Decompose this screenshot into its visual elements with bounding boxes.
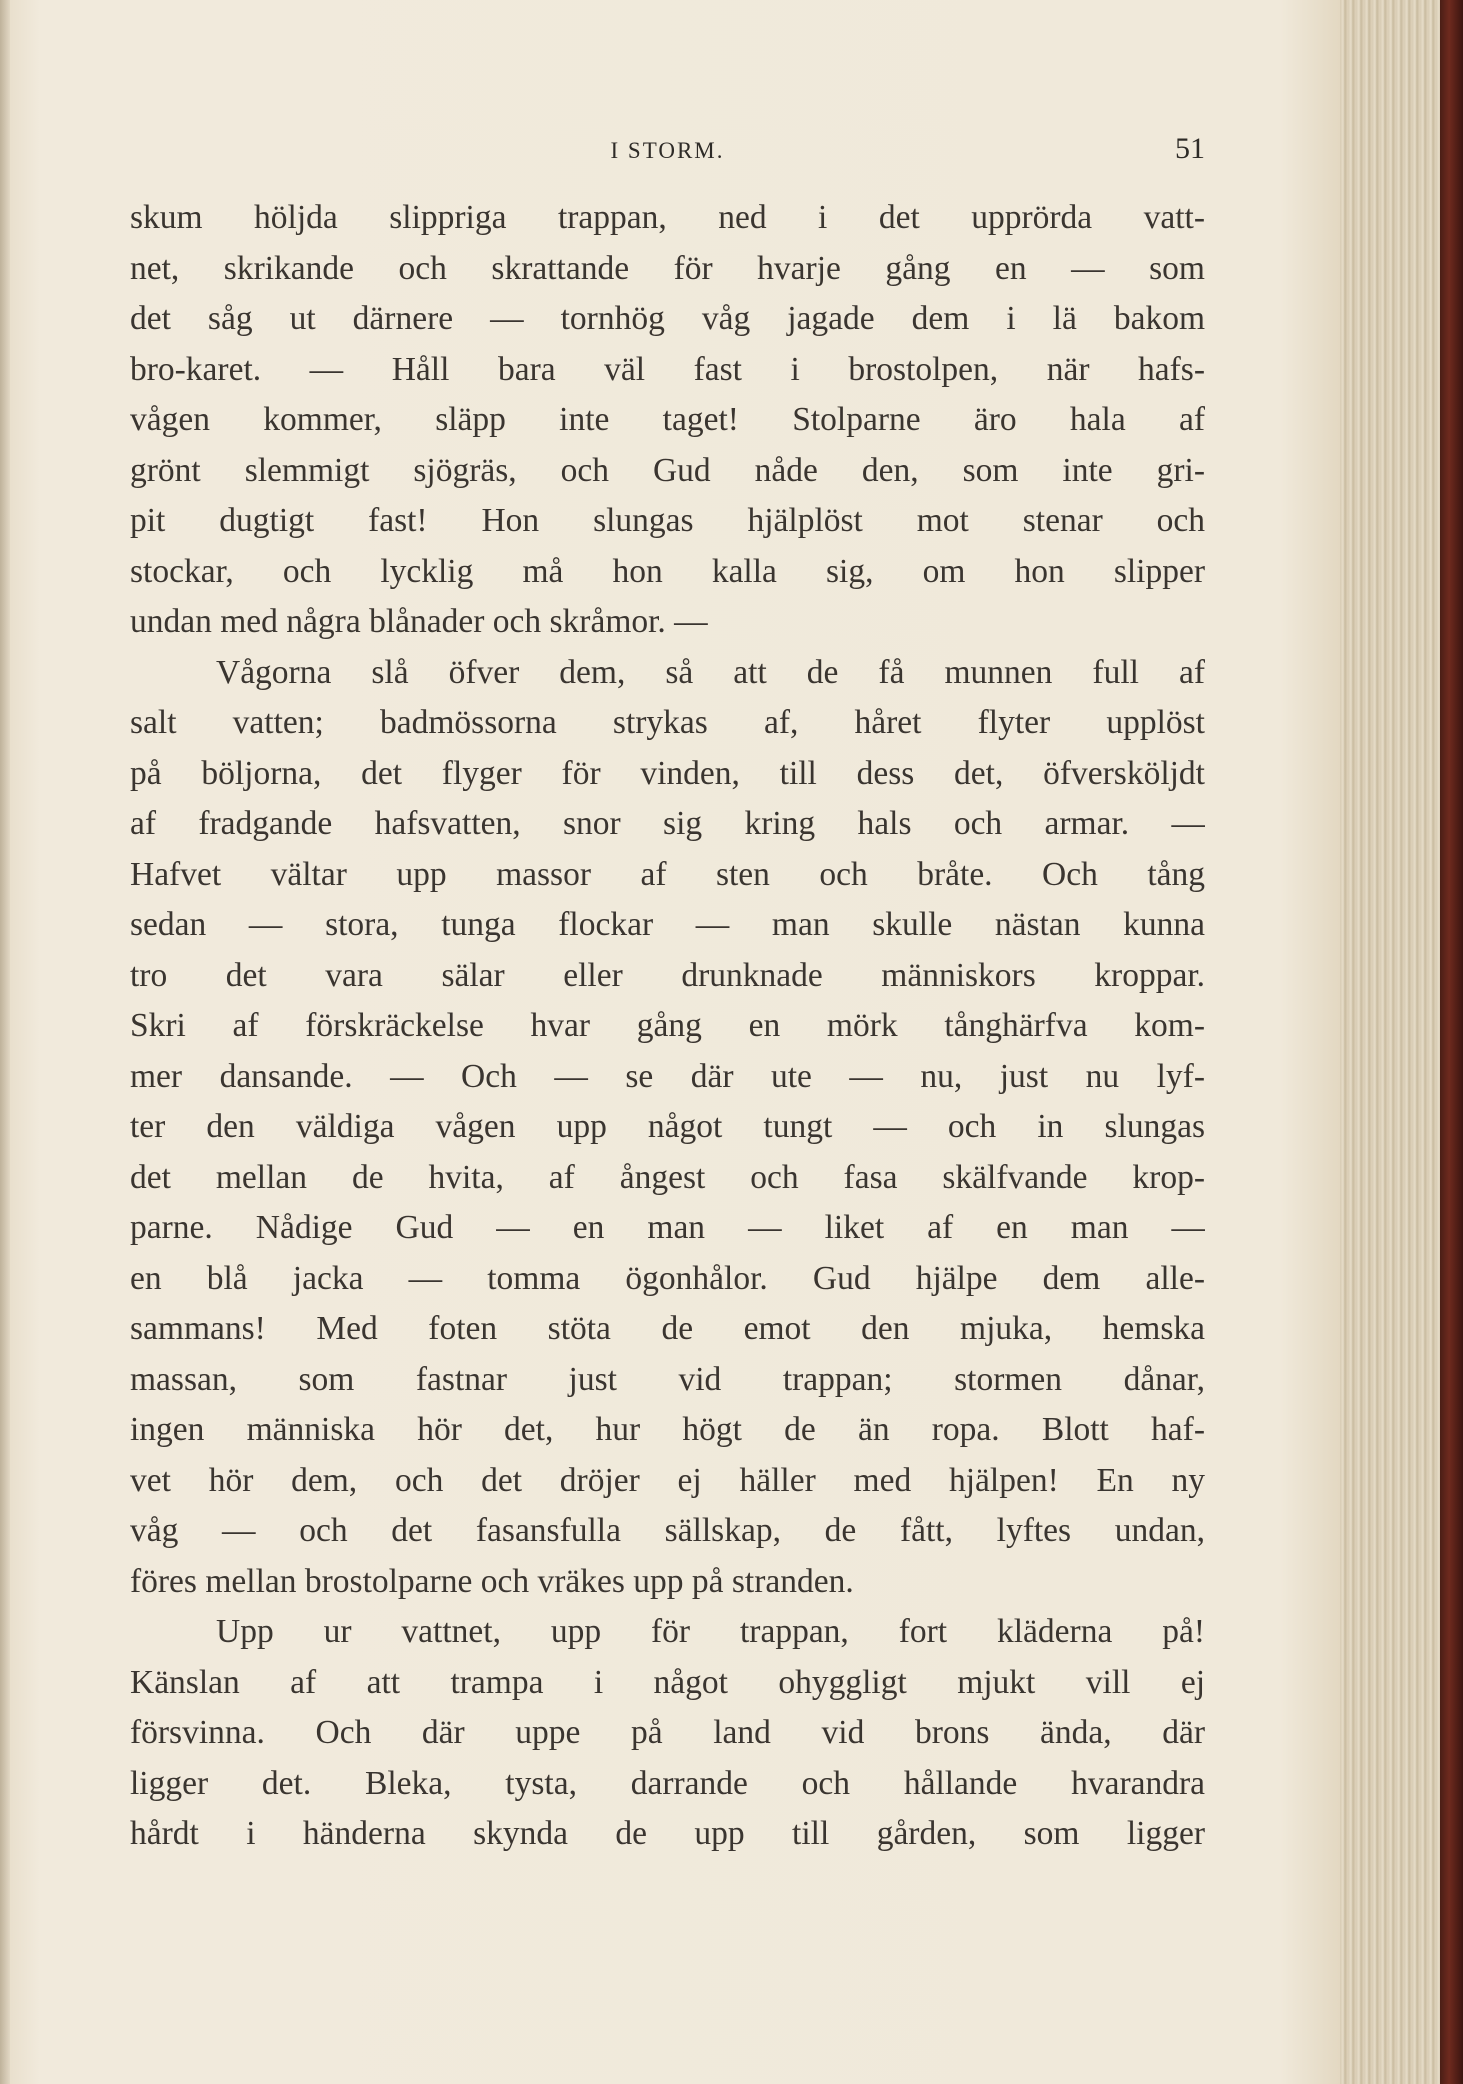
text-line: Känslan af att trampa i något ohyggligt mjukt vill ej [130,1663,1205,1701]
text-line: det såg ut därnere — tornhög våg jagade dem i lä bakom [130,300,1205,337]
page-stack-edges [1340,0,1440,2084]
book-binding [1440,0,1463,2084]
text-line: vet hör dem, och det dröjer ej häller med hjälpen! En ny [130,1461,1205,1499]
running-head: I STORM. [610,138,725,163]
text-line: pit dugtigt fast! Hon slungas hjälplöst mot stenar och [130,502,1205,539]
text-line: Skri af förskräckelse hvar gång en mörk tånghärfva kom- [130,1007,1205,1044]
text-line: ter den väldiga vågen upp något tungt — och in slungas [130,1108,1205,1145]
text-line: tro det vara sälar eller drunknade människors kroppar. [130,956,1205,994]
text-line: undan med några blånader och skråmor. — [130,603,708,640]
text-line: Upp ur vattnet, upp för trappan, fort kläderna på! [216,1613,1205,1650]
text-line: Vågorna slå öfver dem, så att de få munnen full af [216,653,1205,691]
text-line: net, skrikande och skrattande för hvarje gång en — som [130,249,1205,287]
text-line: på böljorna, det flyger för vinden, till dess det, öfversköljdt [130,754,1205,792]
text-line: en blå jacka — tomma ögonhålor. Gud hjälpe dem alle- [130,1259,1205,1297]
text-line: sedan — stora, tunga flockar — man skulle nästan kunna [130,906,1205,943]
text-line: parne. Nådige Gud — en man — liket af en man — [130,1209,1205,1246]
text-line: bro-karet. — Håll bara väl fast i brostolpen, när hafs- [130,350,1205,388]
text-line: våg — och det fasansfulla sällskap, de fått, lyftes undan, [130,1512,1205,1549]
text-line: salt vatten; badmössorna strykas af, håret flyter upplöst [130,704,1205,741]
text-line: vågen kommer, släpp inte taget! Stolparne äro hala af [130,401,1205,438]
text-line: massan, som fastnar just vid trappan; stormen dånar, [130,1360,1205,1398]
text-line: hårdt i händerna skynda de upp till gården, som ligger [130,1815,1205,1852]
text-line: sammans! Med foten stöta de emot den mjuka, hemska [130,1310,1205,1347]
text-line: grönt slemmigt sjögräs, och Gud nåde den, som inte gri- [130,451,1205,489]
text-line: det mellan de hvita, af ångest och fasa skälfvande krop- [130,1158,1205,1196]
text-line: skum höljda slippriga trappan, ned i det upprörda vatt- [130,199,1205,236]
text-line: Hafvet vältar upp massor af sten och bråte. Och tång [130,855,1205,893]
body-text [130,193,1205,1860]
text-line: ligger det. Bleka, tysta, darrande och hållande hvarandra [130,1764,1205,1802]
text-line: mer dansande. — Och — se där ute — nu, just nu lyf- [130,1057,1205,1095]
text-line: försvinna. Och där uppe på land vid brons ända, där [130,1714,1205,1751]
text-line: af fradgande hafsvatten, snor sig kring hals och armar. — [130,805,1205,842]
text-line: stockar, och lycklig må hon kalla sig, om hon slipper [130,552,1205,590]
text-line: föres mellan brostolparne och vräkes upp på stranden. [130,1562,854,1600]
page-header [130,130,1205,170]
text-line: ingen människa hör det, hur högt de än ropa. Blott haf- [130,1411,1205,1448]
page-left-edge [0,0,10,2084]
page-number: 51 [1175,132,1205,165]
